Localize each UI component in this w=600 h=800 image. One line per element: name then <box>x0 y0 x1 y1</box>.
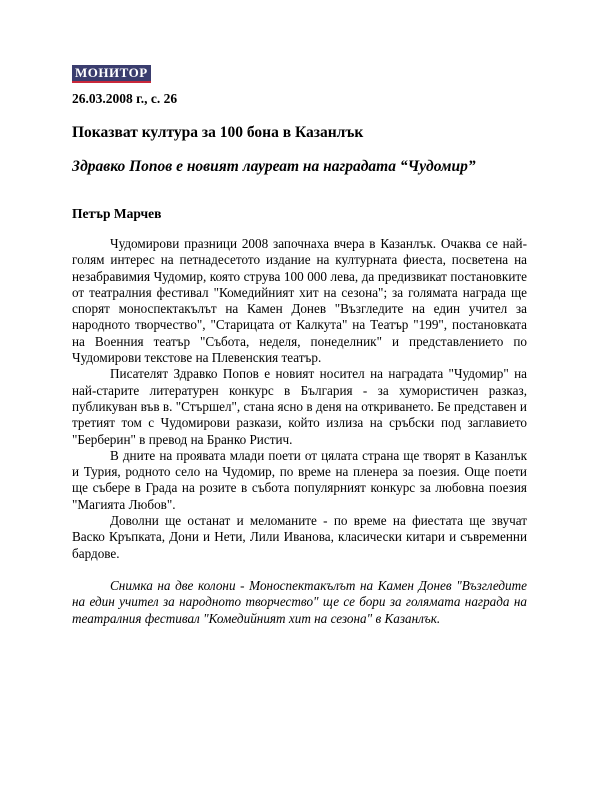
article-page <box>72 64 527 627</box>
article-body <box>72 236 527 562</box>
article-author: Петър Марчев <box>72 206 162 221</box>
article-paragraph: Чудомирови празници 2008 започнаха вчера в Казанлък. Очаква се най-голям интерес на петнадесетото издание на културната фиеста, посветена на незабравимия Чудомир, която струва 100 000 лева, да предизвикат постановките от театралния фестивал "Комедийният хит на сезона"; за голямата награда ще спорят моноспектакълът на Камен Донев "Възгледите на един учител за народното творчество", "Старицата от Калкута" на Театър "199", постановката на Военния театър "Събота, неделя, понеделник" и представлението по Чудомирови текстове на Плевенския театър. <box>72 236 527 366</box>
article-paragraph: Писателят Здравко Попов е новият носител на наградата "Чудомир" на най-старите литературен конкурс в България - за хумористичен разказ, публикуван във в. "Стършел", стана ясно в деня на откриването. Бе представен и третият том с Чудомирови разкази, който излиза на сръбски под заглавието "Берберин" в превод на Бранко Ристич. <box>72 366 527 447</box>
monitor-logo: МОНИТОР <box>72 65 151 83</box>
article-headline: Показват култура за 100 бона в Казанлък <box>72 124 364 141</box>
article-paragraph: В дните на проявата млади поети от цялата страна ще творят в Казанлък и Турия, родното село на Чудомир, по време на пленера за поезия. Още поети ще съберe в Града на розите в събота популярният конкурс за любовна поезия "Магията Любов". <box>72 447 527 512</box>
article-paragraph: Доволни ще останат и меломаните - по време на фиестата ще звучат Васко Кръпката, Дони и Нети, Лили Иванова, класически китари и съвременни бардове. <box>72 513 527 561</box>
article-subheadline: Здравко Попов е новият лауреат на наградата “Чудомир” <box>72 158 476 175</box>
photo-caption: Снимка на две колони - Моноспектакълът на Камен Донев "Възгледите на един учител за народното творчество" ще се бори за голямата награда на театралния фестивал "Комедийният хит на сезона" в Казанлък. <box>72 577 527 626</box>
publication-date: 26.03.2008 г., с. 26 <box>72 91 178 106</box>
